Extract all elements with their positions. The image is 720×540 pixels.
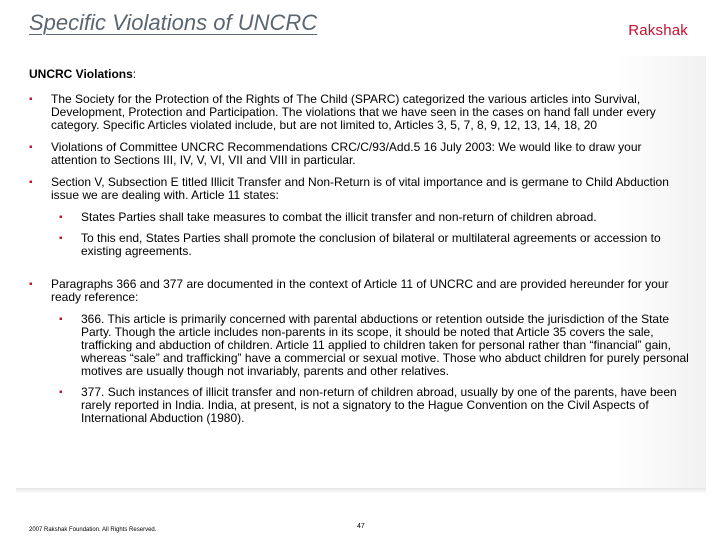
sub-list-item bbox=[29, 211, 689, 224]
bullet-icon: ▪ bbox=[29, 177, 33, 188]
sub-list-item bbox=[29, 232, 689, 258]
page-title: Specific Violations of UNCRC bbox=[29, 10, 318, 35]
list-item-text: The Society for the Protection of the Rights of The Child (SPARC) categorized the various articles into Survival, Development, Protection and Participation. The violations that we have seen in the cases on hand fall under every category. Specific Articles violated include, but are not limited to, Articles 3, 5, 7, 8, 9, 12, 13, 14, 18, 20 bbox=[51, 92, 656, 132]
section-heading-text: UNCRC Violations bbox=[29, 67, 133, 81]
brand-logo: Rakshak bbox=[628, 22, 688, 39]
page-number: 47 bbox=[357, 523, 365, 530]
list-item bbox=[29, 141, 689, 167]
sub-list-item-text: States Parties shall take measures to combat the illicit transfer and non-return of children abroad. bbox=[81, 210, 597, 224]
list-item bbox=[29, 176, 689, 202]
section-heading bbox=[29, 68, 689, 81]
section-heading-colon: : bbox=[132, 67, 137, 81]
list-item bbox=[29, 93, 689, 132]
list-item-text: Section V, Subsection E titled Illicit Transfer and Non-Return is of vital importance and is germane to Child Abduction issue we are dealing with. Article 11 states: bbox=[51, 175, 669, 202]
bullet-icon: ▪ bbox=[29, 279, 33, 290]
bullet-icon: ▪ bbox=[59, 314, 63, 325]
bullet-icon: ▪ bbox=[29, 142, 33, 153]
footer-copyright: 2007 Rakshak Foundation. All Rights Reserved. bbox=[29, 527, 157, 533]
bullet-icon: ▪ bbox=[59, 233, 63, 244]
bullet-icon: ▪ bbox=[29, 94, 33, 105]
list-item-text: Paragraphs 366 and 377 are documented in the context of Article 11 of UNCRC and are provided hereunder for your ready reference: bbox=[51, 277, 669, 304]
sub-list-item bbox=[29, 386, 689, 425]
sub-list-item-text: 377. Such instances of illicit transfer and non-return of children abroad, usually by one of the parents, have been rarely reported in India. India, at present, is not a signatory to the Hague Convention on the Civil Aspects of International Abduction (1980). bbox=[81, 385, 677, 425]
sub-list-item-text: To this end, States Parties shall promote the conclusion of bilateral or multilateral agreements or accession to existing agreements. bbox=[81, 231, 661, 258]
list-item bbox=[29, 278, 689, 304]
content-body bbox=[29, 68, 689, 433]
sub-list-item-text: 366. This article is primarily concerned with parental abductions or retention outside the jurisdiction of the State Party. Though the article includes non-parents in its scope, it should be noted that Article 35 covers the sale, trafficking and abduction of children. Article 11 applied to children taken for personal rather than “financial” gain, whereas “sale” and trafficking” have a commercial or sexual motive. Those who abduct children for purely personal motives are usually though not invariably, parents and other relatives. bbox=[81, 312, 689, 378]
list-item-text: Violations of Committee UNCRC Recommendations CRC/C/93/Add.5 16 July 2003: We would like to draw your attention to Sections III, IV, V, VI, VII and VIII in particular. bbox=[51, 140, 642, 167]
sub-list-item bbox=[29, 313, 689, 378]
bullet-icon: ▪ bbox=[59, 212, 63, 223]
panel-shadow bbox=[16, 488, 706, 494]
bullet-icon: ▪ bbox=[59, 387, 63, 398]
